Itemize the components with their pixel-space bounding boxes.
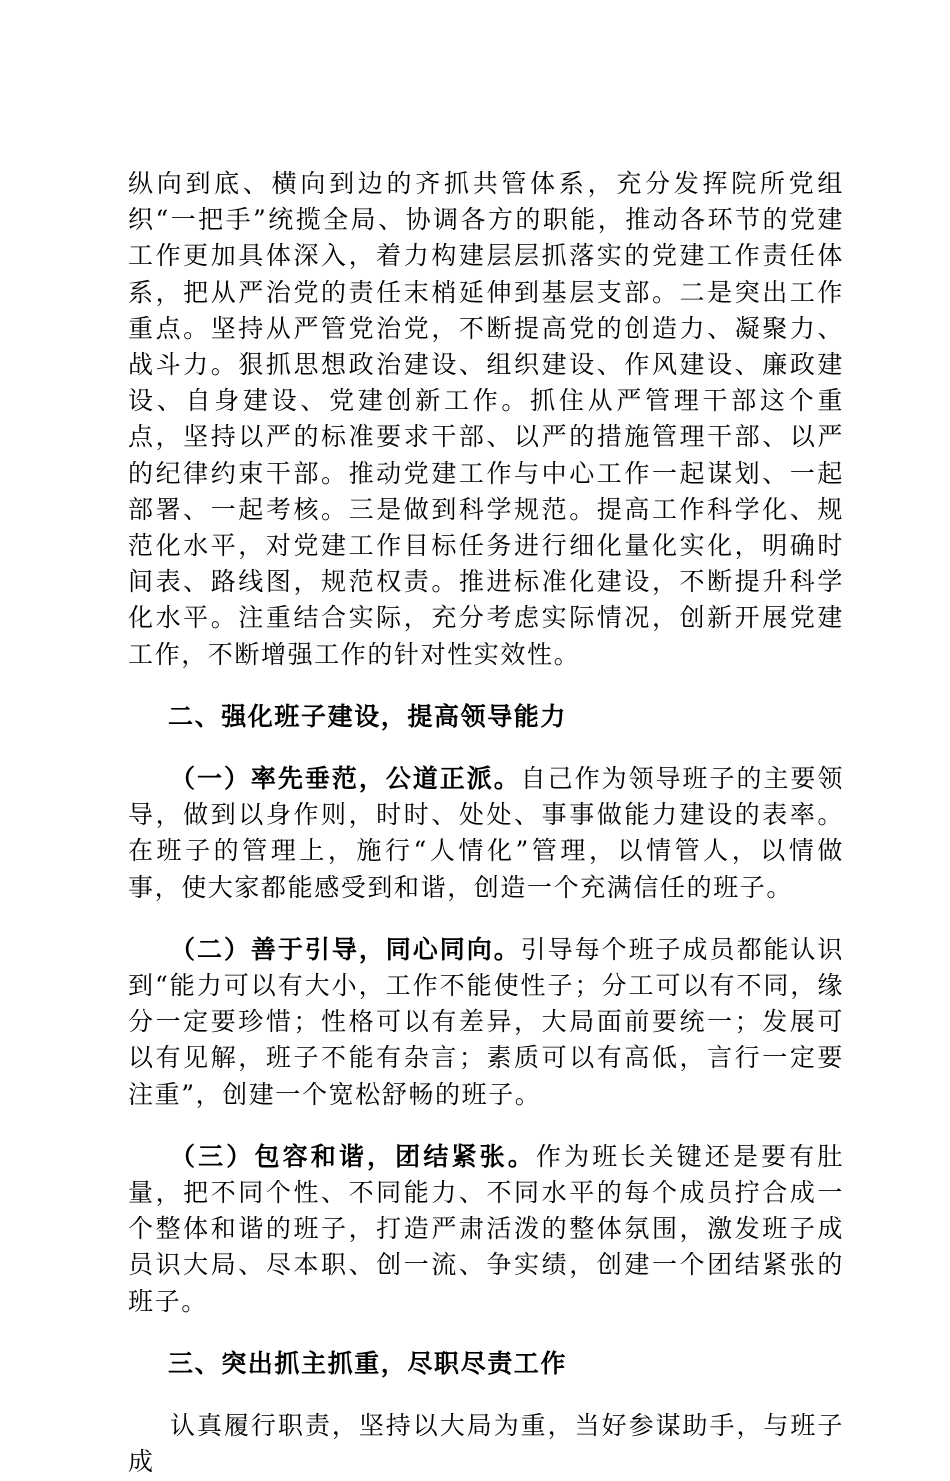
paragraph-party-building: 纵向到底、横向到边的齐抓共管体系，充分发挥院所党组织“一把手”统揽全局、协调各方的职能，推动各环节的党建工作更加具体深入，着力构建层层抓落实的党建工作责任体系，把从严治党的责任末梢延伸到基层支部。二是突出工作重点。坚持从严管党治党，不断提高党的创造力、凝聚力、战斗力。狠抓思想政治建设、组织建设、作风建设、廉政建设、自身建设、党建创新工作。抓住从严管理干部这个重点，坚持以严的标准要求干部、以严的措施管理干部、以严的纪律约束干部。推动党建工作与中心工作一起谋划、一起部署、一起考核。三是做到科学规范。提高工作科学化、规范化水平，对党建工作目标任务进行细化量化实化，明确时间表、路线图，规范权责。推进标准化建设，不断提升科学化水平。注重结合实际，充分考虑实际情况，创新开展党建工作，不断增强工作的针对性实效性。 bbox=[128, 169, 844, 669]
paragraph-subsection-3 bbox=[128, 1139, 844, 1320]
subsection-title-2: （二）善于引导，同心同向。 bbox=[170, 934, 521, 964]
section-heading-3: 三、突出抓主抓重，尽职尽责工作 bbox=[168, 1348, 568, 1378]
paragraph-duties: 认真履行职责，坚持以大局为重，当好参谋助手，与班子成 bbox=[128, 1411, 844, 1477]
subsection-body-3: 作为班长关键还是要有肚量，把不同个性、不同能力、不同水平的每个成员拧合成一个整体和谐的班子，打造严肃活泼的整体氛围，激发班子成员识大局、尽本职、创一流、争实绩，创建一个团结紧张的班子。 bbox=[128, 1141, 844, 1316]
subsection-title-3: （三）包容和谐，团结紧张。 bbox=[170, 1141, 536, 1171]
subsection-title-1: （一）率先垂范，公道正派。 bbox=[170, 764, 521, 794]
paragraph-subsection-1 bbox=[128, 761, 844, 906]
document-page bbox=[128, 166, 844, 1481]
subsection-body-2: 引导每个班子成员都能认识到“能力可以有大小，工作不能使性子；分工可以有不同，缘分一定要珍惜；性格可以有差异，大局面前要统一；发展可以有见解，班子不能有杂言；素质可以有高低，言行一定要注重”，创建一个宽松舒畅的班子。 bbox=[128, 934, 844, 1109]
paragraph-subsection-2 bbox=[128, 932, 844, 1113]
subsection-body-1: 自己作为领导班子的主要领导，做到以身作则，时时、处处、事事做能力建设的表率。在班子的管理上，施行“人情化”管理，以情管人，以情做事，使大家都能感受到和谐，创造一个充满信任的班子。 bbox=[128, 764, 844, 902]
section-heading-2: 二、强化班子建设，提高领导能力 bbox=[168, 701, 568, 731]
